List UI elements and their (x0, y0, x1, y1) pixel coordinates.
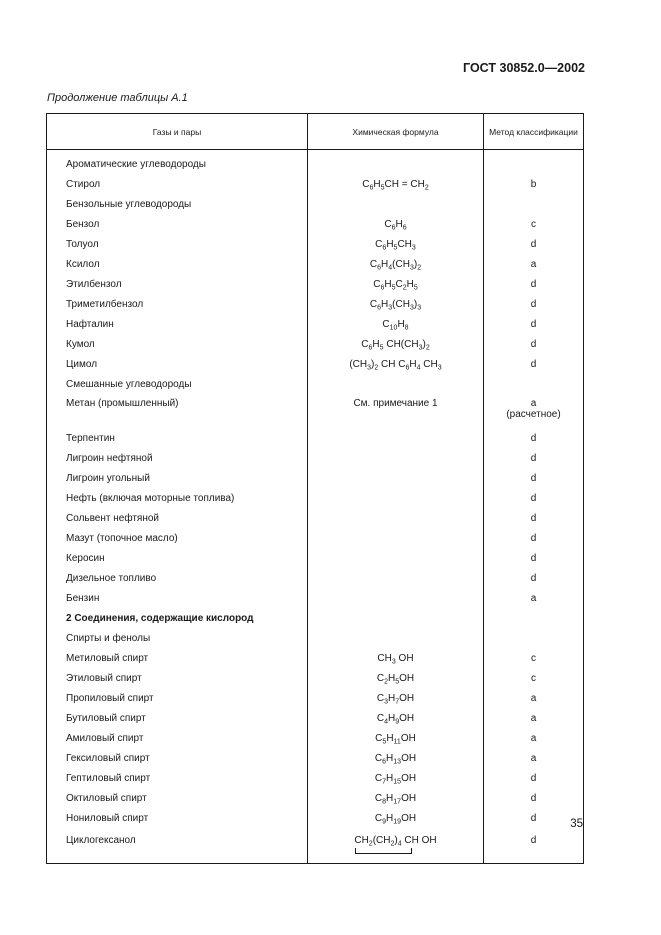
gas-classification-table (46, 113, 584, 864)
formula-cell (308, 150, 484, 175)
gas-name-cell: Бутиловый спирт (47, 708, 308, 728)
gas-name-cell: Этиловый спирт (47, 668, 308, 688)
method-cell: d (484, 274, 584, 294)
table-caption: Продолжение таблицы А.1 (47, 92, 188, 104)
formula-cell (308, 548, 484, 568)
table-row (47, 488, 584, 508)
method-cell: a (484, 748, 584, 768)
gas-name-cell: Нониловый спирт (47, 808, 308, 828)
table-row (47, 788, 584, 808)
gas-name-cell: Смешанные углеводороды (47, 374, 308, 394)
method-cell: d (484, 528, 584, 548)
gas-name-cell: Цимол (47, 354, 308, 374)
table-body (47, 150, 584, 864)
gas-name-cell: Метиловый спирт (47, 648, 308, 668)
gas-name-cell: Мазут (топочное масло) (47, 528, 308, 548)
document-code: ГОСТ 30852.0—2002 (463, 61, 585, 75)
table-row (47, 748, 584, 768)
table-row (47, 254, 584, 274)
method-cell: d (484, 234, 584, 254)
gas-name-cell: Сольвент нефтяной (47, 508, 308, 528)
gas-name-cell: Гексиловый спирт (47, 748, 308, 768)
gas-name-cell: Дизельное топливо (47, 568, 308, 588)
method-cell: d (484, 334, 584, 354)
method-cell: a (484, 588, 584, 608)
gas-name-cell: Толуол (47, 234, 308, 254)
table-row (47, 428, 584, 448)
formula-cell (308, 508, 484, 528)
formula-cell (308, 468, 484, 488)
method-cell: d (484, 828, 584, 864)
table-row (47, 150, 584, 175)
gas-name-cell: Нефть (включая моторные топлива) (47, 488, 308, 508)
gas-name-cell: Амиловый спирт (47, 728, 308, 748)
table-row (47, 728, 584, 748)
formula-cell (308, 428, 484, 448)
gas-name-cell: Нафталин (47, 314, 308, 334)
table-row (47, 668, 584, 688)
column-header-gases: Газы и пары (47, 114, 308, 150)
method-cell: b (484, 174, 584, 194)
method-cell: d (484, 508, 584, 528)
method-cell (484, 150, 584, 175)
method-cell (484, 628, 584, 648)
table-row (47, 708, 584, 728)
method-cell: d (484, 468, 584, 488)
formula-cell: $CH_3$ OH (308, 648, 484, 668)
table-row (47, 354, 584, 374)
formula-cell (308, 588, 484, 608)
formula-cell: $C_5H_{11}OH$ (308, 728, 484, 748)
gas-name-cell: Бензольные углеводороды (47, 194, 308, 214)
table-row (47, 274, 584, 294)
table-row (47, 374, 584, 394)
gas-name-cell: Лигроин угольный (47, 468, 308, 488)
table-row (47, 468, 584, 488)
gas-name-cell: Триметилбензол (47, 294, 308, 314)
table-row (47, 588, 584, 608)
table-row (47, 548, 584, 568)
method-cell: a (484, 688, 584, 708)
gas-name-cell: Гептиловый спирт (47, 768, 308, 788)
method-cell (484, 374, 584, 394)
table-row (47, 768, 584, 788)
gas-name-cell: Циклогексанол (47, 828, 308, 864)
method-cell: d (484, 294, 584, 314)
method-cell (484, 608, 584, 628)
gas-name-cell: Спирты и фенолы (47, 628, 308, 648)
table-row (47, 608, 584, 628)
table-row (47, 648, 584, 668)
formula-cell: $C_6H_5CH = CH_2$ (308, 174, 484, 194)
formula-cell: $C_6H_5C_2H_5$ (308, 274, 484, 294)
gas-name-cell: Этилбензол (47, 274, 308, 294)
column-header-method: Метод классификации (484, 114, 584, 150)
formula-cell (308, 608, 484, 628)
formula-cell: См. примечание 1 (308, 394, 484, 428)
gas-name-cell: 2 Соединения, содержащие кислород (47, 608, 308, 628)
table-row (47, 314, 584, 334)
formula-cell: $C_6H_6$ (308, 214, 484, 234)
page-number: 35 (570, 818, 583, 830)
table-row (47, 808, 584, 828)
formula-cell (308, 568, 484, 588)
gas-name-cell: Кумол (47, 334, 308, 354)
formula-cell: $C_6H_{13}OH$ (308, 748, 484, 768)
gas-name-cell: Керосин (47, 548, 308, 568)
formula-cell: $C_2H_5OH$ (308, 668, 484, 688)
formula-cell: $C_8H_{17}OH$ (308, 788, 484, 808)
gas-name-cell: Терпентин (47, 428, 308, 448)
table-row (47, 688, 584, 708)
formula-cell (308, 448, 484, 468)
method-cell: c (484, 648, 584, 668)
gas-name-cell: Ксилол (47, 254, 308, 274)
table-header-row (47, 114, 584, 150)
formula-cell: $CH_2(CH_2)_4$ CH OH (308, 828, 484, 864)
method-cell: a (расчетное) (484, 394, 584, 428)
formula-cell: $(CH_3)_2$ CH $C_6H_4$ $CH_3$ (308, 354, 484, 374)
method-cell: d (484, 768, 584, 788)
table-row (47, 448, 584, 468)
table-row (47, 528, 584, 548)
formula-cell: $C_6H_5CH_3$ (308, 234, 484, 254)
formula-cell: $C_{10}H_8$ (308, 314, 484, 334)
gas-name-cell: Лигроин нефтяной (47, 448, 308, 468)
method-cell: a (484, 728, 584, 748)
formula-cell: $C_3H_7OH$ (308, 688, 484, 708)
method-cell: c (484, 668, 584, 688)
method-cell: d (484, 314, 584, 334)
table-row (47, 394, 584, 428)
formula-cell: $C_4H_9OH$ (308, 708, 484, 728)
gas-name-cell: Ароматические углеводороды (47, 150, 308, 175)
table-row (47, 214, 584, 234)
gas-name-cell: Метан (промышленный) (47, 394, 308, 428)
table-row (47, 234, 584, 254)
method-cell: d (484, 548, 584, 568)
table-row (47, 334, 584, 354)
formula-cell (308, 194, 484, 214)
method-cell: d (484, 568, 584, 588)
gas-name-cell: Пропиловый спирт (47, 688, 308, 708)
method-cell: d (484, 428, 584, 448)
formula-cell: $C_9H_{19}OH$ (308, 808, 484, 828)
gas-name-cell: Стирол (47, 174, 308, 194)
formula-cell (308, 528, 484, 548)
method-cell: a (484, 254, 584, 274)
method-cell: c (484, 214, 584, 234)
method-cell: d (484, 448, 584, 468)
formula-cell: $C_6H_3(CH_3)_3$ (308, 294, 484, 314)
method-cell (484, 194, 584, 214)
table-row (47, 508, 584, 528)
gas-name-cell: Октиловый спирт (47, 788, 308, 808)
method-cell: a (484, 708, 584, 728)
method-cell: d (484, 354, 584, 374)
formula-cell: $C_6H_5$ $CH(CH_3)_2$ (308, 334, 484, 354)
table-row (47, 628, 584, 648)
table-row (47, 828, 584, 864)
table-row (47, 174, 584, 194)
gas-name-cell: Бензин (47, 588, 308, 608)
gas-name-cell: Бензол (47, 214, 308, 234)
method-cell: d (484, 488, 584, 508)
table-row (47, 294, 584, 314)
formula-cell: $C_6H_4(CH_3)_2$ (308, 254, 484, 274)
formula-cell (308, 628, 484, 648)
method-cell: d (484, 808, 584, 828)
method-cell: d (484, 788, 584, 808)
table-row (47, 194, 584, 214)
formula-cell: $C_7H_{15}OH$ (308, 768, 484, 788)
formula-cell (308, 374, 484, 394)
formula-cell (308, 488, 484, 508)
table-row (47, 568, 584, 588)
column-header-formula: Химическая формула (308, 114, 484, 150)
